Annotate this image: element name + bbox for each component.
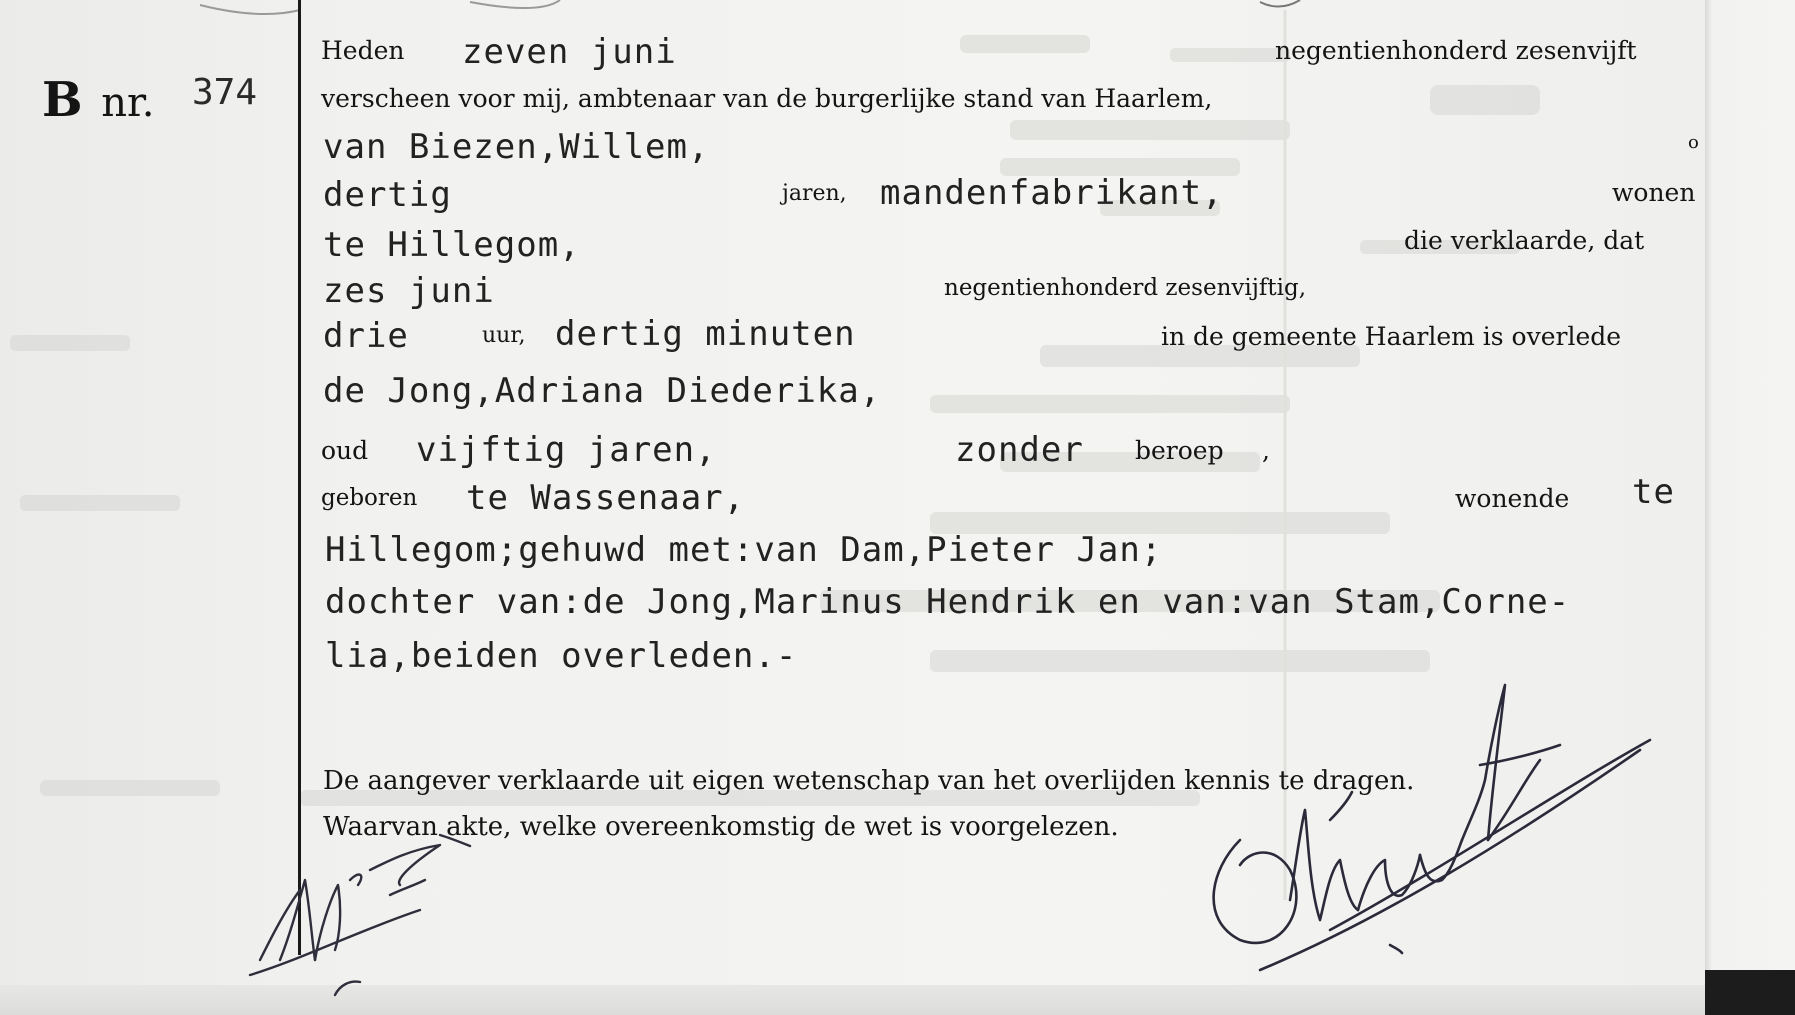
binding-shadow <box>1705 970 1795 1015</box>
uur-label: uur, <box>482 323 526 348</box>
nr-label: nr. <box>101 80 155 126</box>
parents-line: dochter van:de Jong,Marinus Hendrik en van:van Stam,Corne- <box>325 582 1571 622</box>
beroep-comma: , <box>1262 436 1270 465</box>
year-printed-text: negentienhonderd zesenvijft <box>1275 36 1637 65</box>
declaration-line-1: De aangever verklaarde uit eigen wetenschap van het overlijden kennis te dragen. <box>323 766 1415 796</box>
final-typed-line: lia,beiden overleden.- <box>325 636 798 676</box>
declarant-name: van Biezen,Willem, <box>323 127 710 167</box>
birthplace: te Wassenaar, <box>466 478 746 518</box>
record-number: 374 <box>192 72 258 113</box>
adjacent-page-edge <box>1705 0 1795 1015</box>
deceased-occupation: zonder <box>955 430 1084 470</box>
residence-te: te <box>1632 472 1675 512</box>
wonende-trunc-text: wonen <box>1612 178 1696 207</box>
year-printed <box>1275 36 1705 65</box>
wonende-label-trunc <box>1612 178 1705 207</box>
heden-label: Heden <box>321 36 405 65</box>
oud-label: oud <box>321 436 369 465</box>
geboren-label: geboren <box>321 485 418 511</box>
declarant-signature <box>1180 670 1660 990</box>
declarant-residence: te Hillegom, <box>323 225 581 265</box>
deceased-age: vijftig jaren, <box>416 430 717 470</box>
death-minutes: dertig minuten <box>555 314 856 354</box>
verklaarde-label: die verklaarde, dat <box>1404 226 1645 255</box>
declarant-age: dertig <box>323 175 452 215</box>
beroep-label: beroep <box>1135 436 1224 465</box>
wonende-label: wonende <box>1455 484 1570 513</box>
marriage-line: Hillegom;gehuwd met:van Dam,Pieter Jan; <box>325 530 1163 570</box>
jaren-label: jaren, <box>782 181 847 206</box>
trunc-fragment-1: o <box>1688 132 1699 153</box>
certificate-date: zeven juni <box>462 32 677 72</box>
death-hour: drie <box>323 316 409 356</box>
declaration-line-2: Waarvan akte, welke overeenkomstig de wet is voorgelezen. <box>323 812 1119 842</box>
overleden-label <box>1161 322 1705 351</box>
overleden-text: in de gemeente Haarlem is overlede <box>1161 322 1622 351</box>
death-date: zes juni <box>323 271 495 311</box>
left-margin-rule <box>298 0 301 955</box>
book-letter: B <box>42 72 83 128</box>
registrar-initials <box>240 820 520 1010</box>
deceased-name: de Jong,Adriana Diederika, <box>323 371 882 411</box>
declarant-occupation: mandenfabrikant, <box>880 173 1224 213</box>
death-year: negentienhonderd zesenvijftig, <box>944 275 1307 301</box>
record-label <box>42 72 155 128</box>
verscheen-line: verscheen voor mij, ambtenaar van de burgerlijke stand van Haarlem, <box>321 84 1213 113</box>
